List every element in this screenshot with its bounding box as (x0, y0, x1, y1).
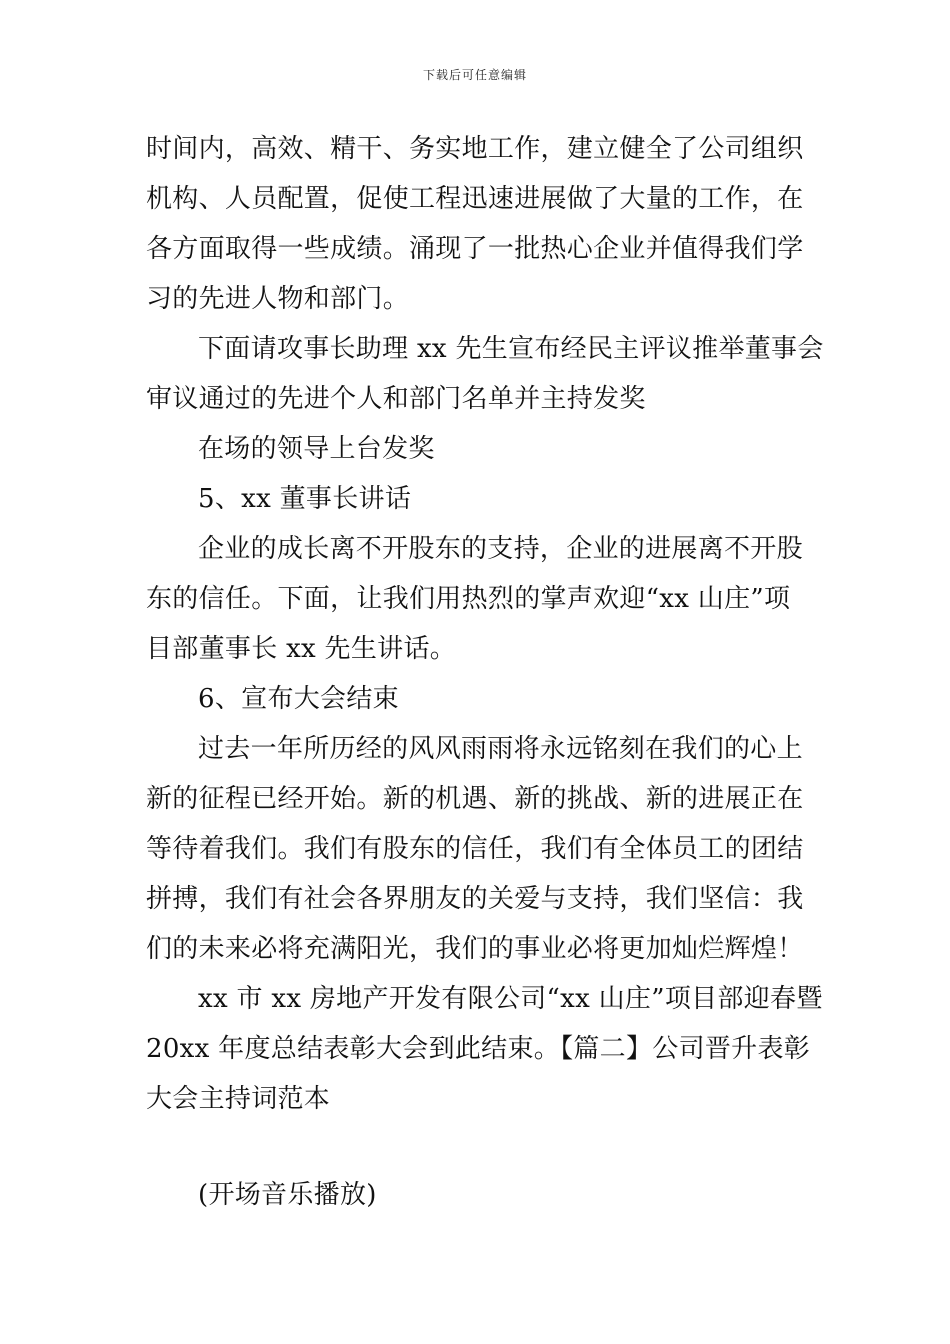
paragraph-line: xx 市 xx 房地产开发有限公司“xx 山庄”项目部迎春暨 (198, 984, 823, 1014)
paragraph-line: 时间内，高效、精干、务实地工作，建立健全了公司组织 (146, 134, 804, 164)
document-body (146, 124, 824, 1220)
paragraph-line: 东的信任。下面，让我们用热烈的掌声欢迎“xx 山庄”项 (146, 584, 791, 614)
paragraph-line: 目部董事长 xx 先生讲话。 (146, 634, 457, 664)
paragraph-line: 企业的成长离不开股东的支持，企业的进展离不开股 (198, 534, 803, 564)
paragraph-line: 过去一年所历经的风风雨雨将永远铭刻在我们的心上 (198, 734, 803, 764)
paragraph-line: 20xx 年度总结表彰大会到此结束。【篇二】公司晋升表彰 (146, 1034, 811, 1064)
paragraph-line: 新的征程已经开始。新的机遇、新的挑战、新的进展正在 (146, 784, 804, 814)
paragraph-line: 等待着我们。我们有股东的信任，我们有全体员工的团结 (146, 834, 804, 864)
paragraph-line: 机构、人员配置，促使工程迅速进展做了大量的工作，在 (146, 184, 804, 214)
paragraph-spacer (146, 1124, 816, 1170)
paragraph-line: 大会主持词范本 (146, 1084, 331, 1114)
paragraph-line: 习的先进人物和部门。 (146, 284, 410, 314)
paragraph-line: (开场音乐播放) (198, 1180, 377, 1210)
paragraph-line: 各方面取得一些成绩。涌现了一批热心企业并值得我们学 (146, 234, 804, 264)
page-header: 下载后可任意编辑 (422, 68, 527, 82)
section-heading: 5、xx 董事长讲话 (198, 484, 412, 514)
paragraph-line: 审议通过的先进个人和部门名单并主持发奖 (146, 384, 646, 414)
section-heading: 6、宣布大会结束 (198, 684, 399, 714)
paragraph-line: 拼搏，我们有社会各界朋友的关爱与支持，我们坚信：我 (146, 884, 804, 914)
paragraph-line: 们的未来必将充满阳光，我们的事业必将更加灿烂辉煌！ (146, 934, 804, 964)
paragraph-line: 下面请攻事长助理 xx 先生宣布经民主评议推举董事会 (198, 334, 824, 364)
paragraph-line: 在场的领导上台发奖 (198, 434, 435, 464)
